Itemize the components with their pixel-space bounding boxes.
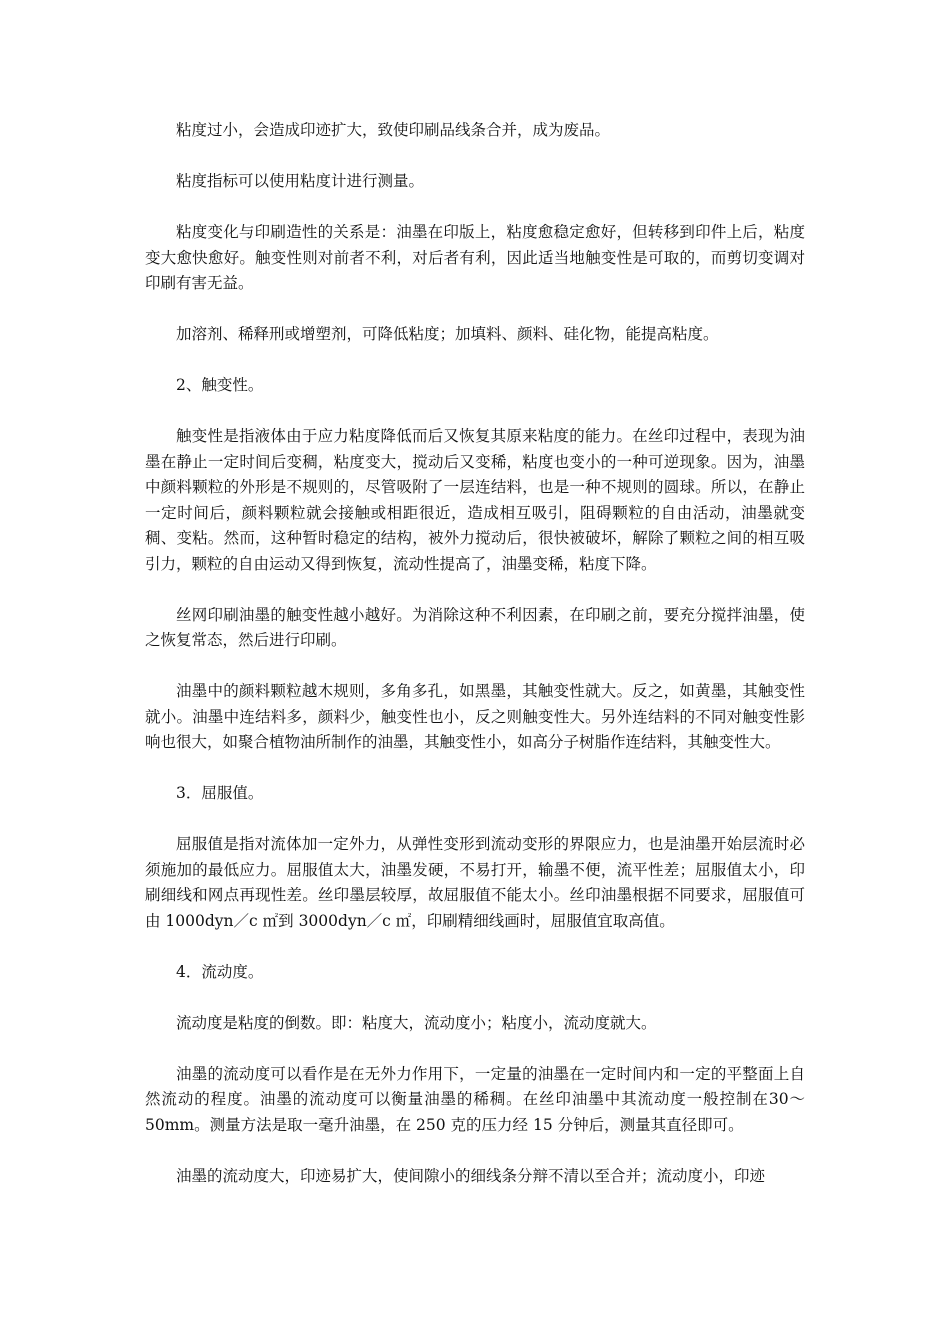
section-heading-thixotropy: 2、触变性。: [176, 376, 264, 394]
paragraph-fluidity-measurement: 油墨的流动度可以看作是在无外力作用下，一定量的油墨在一定时间内和一定的平整面上自然流动的程度。油墨的流动度可以衡量油墨的稀稠。在丝印油墨中其流动度一般控制在30～50mm。测量方法是取一毫升油墨，在 250 克的压力经 15 分钟后，测量其直径即可。: [145, 1064, 805, 1134]
document-body: [145, 118, 805, 1215]
paragraph-thixotropy-definition: 触变性是指液体由于应力粘度降低而后又恢复其原来粘度的能力。在丝印过程中，表现为油墨在静止一定时间后变稠，粘度变大，搅动后又变稀，粘度也变小的一种可逆现象。因为，油墨中颜料颗粒的外形是不规则的，尽管吸附了一层连结料，也是一种不规则的圆球。所以，在静止一定时间后，颜料颗粒就会接触或相距很近，造成相互吸引，阻碍颗粒的自由活动，油墨就变稠、变粘。然而，这种暂时稳定的结构，被外力搅动后，很快被破坏，解除了颗粒之间的相互吸引力，颗粒的自由运动又得到恢复，流动性提高了，油墨变稀，粘度下降。: [145, 427, 805, 573]
paragraph-viscosity-measurement: 粘度指标可以使用粘度计进行测量。: [176, 172, 425, 190]
paragraph-fluidity-definition: 流动度是粘度的倒数。即：粘度大，流动度小；粘度小，流动度就大。: [176, 1013, 657, 1032]
section-heading-fluidity: 4．流动度。: [176, 962, 264, 981]
paragraph-thixotropy-screen-printing: 丝网印刷油墨的触变性越小越好。为消除这种不利因素，在印刷之前，要充分搅拌油墨，使之恢复常态，然后进行印刷。: [145, 605, 805, 649]
paragraph-fluidity-effects: 油墨的流动度大，印迹易扩大，使间隙小的细线条分辩不清以至合并；流动度小，印迹: [176, 1166, 766, 1185]
paragraph-viscosity-adjustment: 加溶剂、稀释刑或增塑剂，可降低粘度；加填料、颜料、硅化物，能提高粘度。: [176, 325, 719, 343]
paragraph-yield-value-definition: 屈服值是指对流体加一定外力，从弹性变形到流动变形的界限应力，也是油墨开始层流时必须施加的最低应力。屈服值太大，油墨发硬，不易打开，输墨不便，流平性差；屈服值太小，印刷细线和网点再现性差。丝印墨层较厚，故屈服值不能太小。丝印油墨根据不同要求，屈服值可由 1000dyn／c ㎡到 3000dyn／c ㎡，印刷精细线画时，屈服值宜取高值。: [145, 835, 805, 930]
paragraph-viscosity-printability: 粘度变化与印刷造性的关系是：油墨在印版上，粘度愈稳定愈好，但转移到印件上后，粘度变大愈快愈好。触变性则对前者不利，对后者有利，因此适当地触变性是可取的，而剪切变调对印刷有害无益。: [145, 223, 805, 292]
paragraph-thixotropy-pigments: 油墨中的颜料颗粒越木规则，多角多孔，如黑墨，其触变性就大。反之，如黄墨，其触变性就小。油墨中连结料多，颜料少，触变性也小，反之则触变性大。另外连结料的不同对触变性影响也很大，如聚合植物油所制作的油墨，其触变性小，如高分子树脂作连结料，其触变性大。: [145, 682, 805, 751]
paragraph-viscosity-too-low: 粘度过小，会造成印迹扩大，致使印刷品线条合并，成为废品。: [176, 121, 611, 139]
section-heading-yield-value: 3．屈服值。: [176, 784, 264, 802]
